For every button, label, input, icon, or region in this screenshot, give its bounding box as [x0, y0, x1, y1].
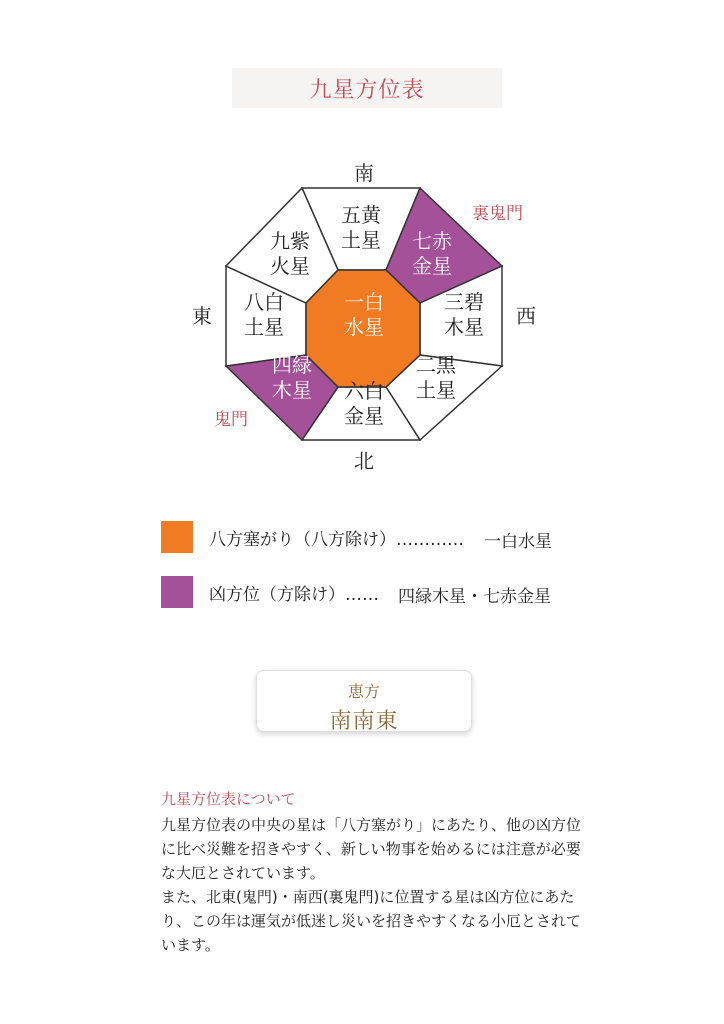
legend-item-hachiho [161, 521, 464, 553]
center-line1: 一白 [344, 290, 384, 314]
sector-northwest-line1: 二黒 [416, 353, 456, 377]
legend-value-kyohoi: 四緑木星・七赤金星 [398, 587, 551, 607]
notes-paragraph-2: また、北東(鬼門)・南西(裏鬼門)に位置する星は凶方位にあたり、この年は運気が低迷し災いを招きやすくなる小厄とされています。 [161, 888, 582, 954]
sector-west-line2: 木星 [444, 315, 484, 339]
legend-text-hachiho: 八方塞がり（八方除け）………… [209, 529, 464, 550]
sector-east-line1: 八白 [244, 290, 284, 314]
sector-southwest-line2: 金星 [412, 254, 452, 278]
notes-heading: 九星方位表について [161, 790, 296, 808]
ehou-box [256, 670, 472, 732]
direction-south: 南 [354, 161, 374, 185]
legend-text-kyohoi: 凶方位（方除け）…… [209, 584, 379, 605]
legend-item-kyohoi [161, 576, 379, 608]
ura-kimon-label: 裏鬼門 [472, 204, 523, 224]
sector-southeast-line2: 火星 [270, 254, 310, 278]
notes-section [161, 788, 581, 957]
kimon-label: 鬼門 [214, 410, 248, 430]
sector-northeast-line1: 四緑 [272, 353, 312, 377]
sector-northeast-line2: 木星 [272, 378, 312, 402]
legend-value-hachiho: 一白水星 [484, 532, 552, 552]
sector-south-line2: 土星 [341, 228, 381, 252]
sector-southeast-line1: 九紫 [270, 229, 310, 253]
notes-paragraph-1: 九星方位表の中央の星は「八方塞がり」にあたり、他の凶方位に比べ災難を招きやすく、新しい物事を始めるには注意が必要な大厄とされています。 [161, 816, 582, 882]
sector-west-line1: 三碧 [444, 290, 484, 314]
page-title: 九星方位表 [309, 77, 425, 103]
direction-east: 東 [192, 304, 212, 328]
center-line2: 水星 [344, 315, 384, 339]
sector-north-line1: 六白 [344, 379, 384, 403]
ehou-label: 恵方 [347, 682, 380, 701]
sector-east-line2: 土星 [244, 315, 284, 339]
sector-south-line1: 五黄 [341, 203, 381, 227]
sector-northwest-line2: 土星 [416, 378, 456, 402]
direction-north: 北 [354, 449, 374, 473]
legend-swatch-purple [161, 576, 193, 608]
ehou-value: 南南東 [329, 709, 399, 734]
sector-north-line2: 金星 [344, 404, 384, 428]
sector-southwest-line1: 七赤 [412, 229, 452, 253]
legend-swatch-orange [161, 521, 193, 553]
direction-west: 西 [516, 304, 536, 328]
